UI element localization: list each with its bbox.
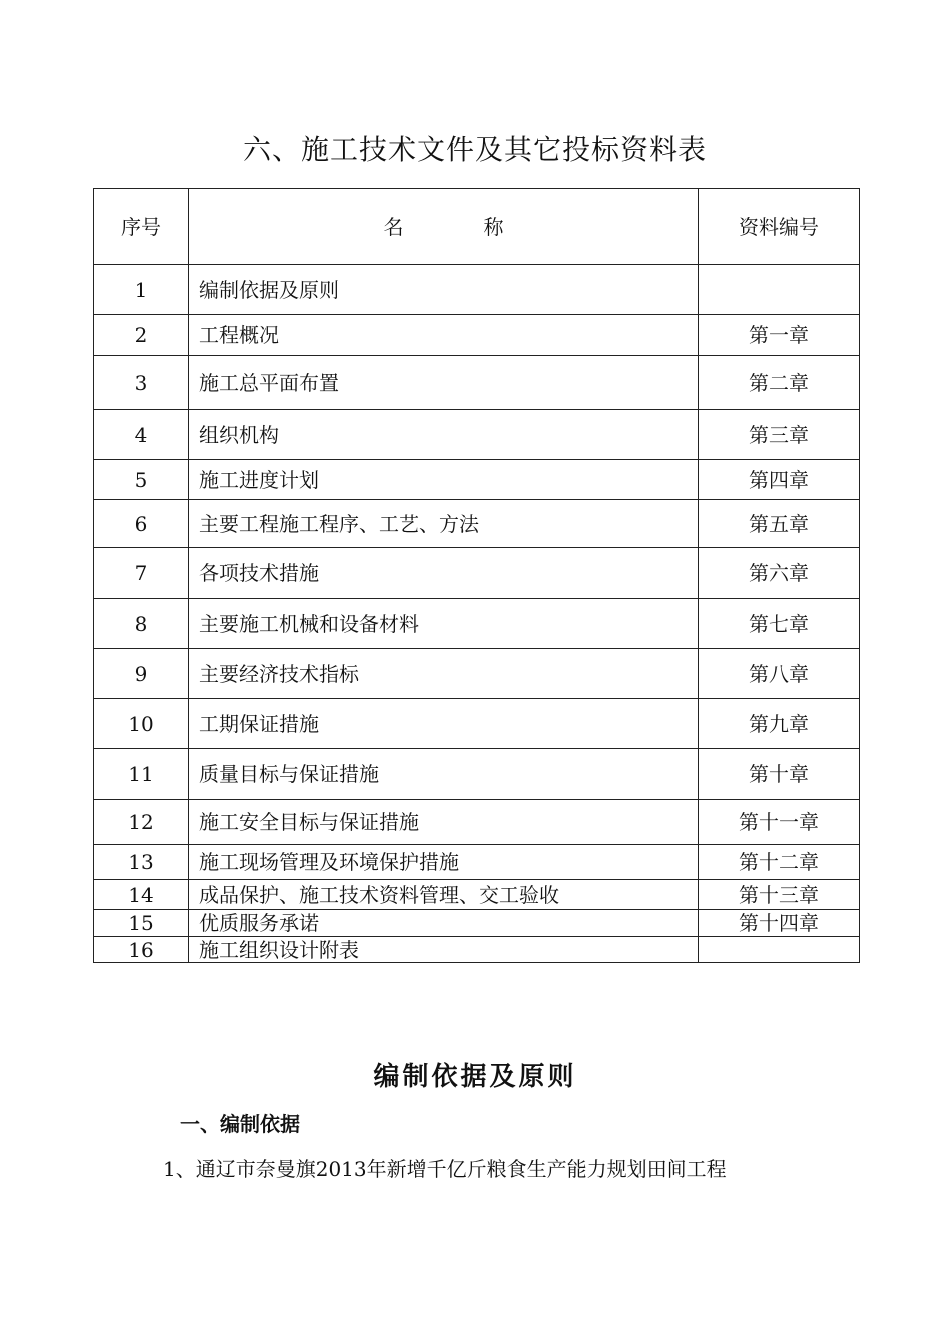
row-ref: 第十四章 — [699, 910, 860, 937]
table-row — [94, 265, 860, 315]
subsection-title: 一、编制依据 — [180, 1112, 300, 1136]
row-name: 施工总平面布置 — [189, 356, 699, 410]
table-row — [94, 500, 860, 548]
row-ref: 第十一章 — [699, 800, 860, 845]
table-row — [94, 880, 860, 910]
row-name: 质量目标与保证措施 — [189, 749, 699, 800]
row-name: 工期保证措施 — [189, 699, 699, 749]
row-ref: 第四章 — [699, 460, 860, 500]
table-row — [94, 410, 860, 460]
row-ref: 第九章 — [699, 699, 860, 749]
body-paragraph: 1、通辽市奈曼旗2013年新增千亿斤粮食生产能力规划田间工程 — [163, 1157, 727, 1181]
row-no: 1 — [94, 265, 189, 315]
row-name: 施工进度计划 — [189, 460, 699, 500]
header-ref: 资料编号 — [699, 189, 860, 265]
row-no: 15 — [94, 910, 189, 937]
table-row — [94, 845, 860, 880]
row-no: 2 — [94, 315, 189, 356]
table-row — [94, 548, 860, 599]
row-name: 施工现场管理及环境保护措施 — [189, 845, 699, 880]
table-row — [94, 356, 860, 410]
row-ref: 第七章 — [699, 599, 860, 649]
row-ref: 第六章 — [699, 548, 860, 599]
row-name: 工程概况 — [189, 315, 699, 356]
row-ref — [699, 937, 860, 963]
table-row — [94, 699, 860, 749]
table-header-row — [94, 189, 860, 265]
row-no: 11 — [94, 749, 189, 800]
table-row — [94, 749, 860, 800]
row-name: 主要经济技术指标 — [189, 649, 699, 699]
document-title: 六、施工技术文件及其它投标资料表 — [242, 133, 707, 166]
row-no: 7 — [94, 548, 189, 599]
row-no: 5 — [94, 460, 189, 500]
header-no: 序号 — [94, 189, 189, 265]
materials-table — [93, 188, 860, 963]
row-no: 14 — [94, 880, 189, 910]
row-name: 各项技术措施 — [189, 548, 699, 599]
row-name: 编制依据及原则 — [189, 265, 699, 315]
row-ref: 第十二章 — [699, 845, 860, 880]
row-ref: 第十章 — [699, 749, 860, 800]
row-ref: 第三章 — [699, 410, 860, 460]
table-row — [94, 649, 860, 699]
row-ref: 第二章 — [699, 356, 860, 410]
row-name: 主要工程施工程序、工艺、方法 — [189, 500, 699, 548]
row-ref: 第十三章 — [699, 880, 860, 910]
table-row — [94, 315, 860, 356]
row-no: 9 — [94, 649, 189, 699]
row-no: 8 — [94, 599, 189, 649]
row-name: 组织机构 — [189, 410, 699, 460]
row-name: 施工组织设计附表 — [189, 937, 699, 963]
row-no: 12 — [94, 800, 189, 845]
row-no: 13 — [94, 845, 189, 880]
table-row — [94, 800, 860, 845]
table-row — [94, 599, 860, 649]
row-no: 3 — [94, 356, 189, 410]
row-ref: 第五章 — [699, 500, 860, 548]
header-name: 名 称 — [189, 189, 699, 265]
row-ref — [699, 265, 860, 315]
section-title: 编制依据及原则 — [373, 1062, 577, 1092]
row-ref: 第八章 — [699, 649, 860, 699]
row-name: 施工安全目标与保证措施 — [189, 800, 699, 845]
row-name: 成品保护、施工技术资料管理、交工验收 — [189, 880, 699, 910]
row-no: 6 — [94, 500, 189, 548]
row-ref: 第一章 — [699, 315, 860, 356]
row-no: 16 — [94, 937, 189, 963]
row-no: 4 — [94, 410, 189, 460]
table-row — [94, 460, 860, 500]
table-row — [94, 910, 860, 937]
table-row — [94, 937, 860, 963]
row-no: 10 — [94, 699, 189, 749]
row-name: 主要施工机械和设备材料 — [189, 599, 699, 649]
row-name: 优质服务承诺 — [189, 910, 699, 937]
